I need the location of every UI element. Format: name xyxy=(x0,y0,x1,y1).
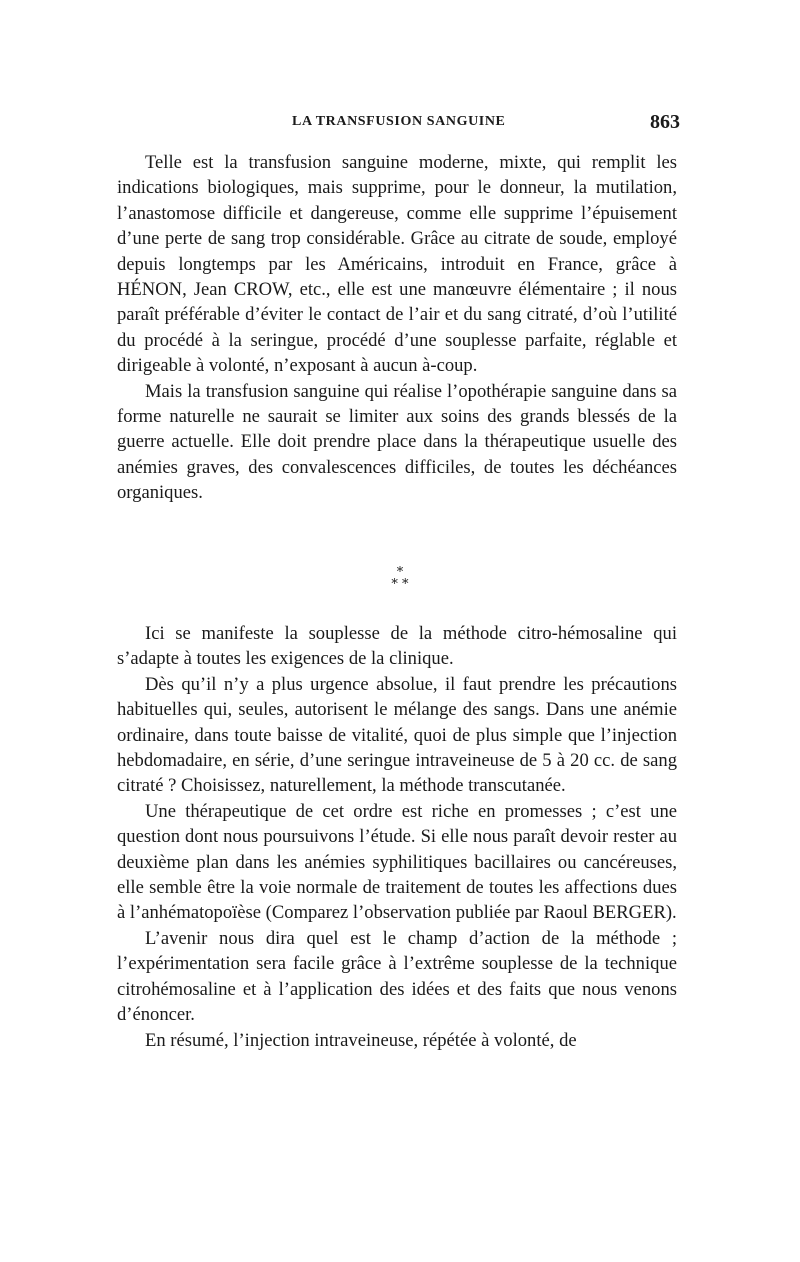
paragraph: L’avenir nous dira quel est le champ d’action de la méthode ; l’expérimentation sera facile grâce à l’extrême souplesse de la technique citrohémosaline et à l’application des idées et des faits que nous venons d’énoncer. xyxy=(117,927,677,1026)
asterism-bottom: * * xyxy=(391,577,409,592)
paragraph: Ici se manifeste la souplesse de la méthode citro-hémosaline qui s’adapte à toutes les exigences de la clinique. xyxy=(117,623,677,670)
text-section-1 xyxy=(117,150,677,506)
paragraph: Telle est la transfusion sanguine moderne, mixte, qui remplit les indications biologiques, mais supprime, pour le donneur, la mutilation, l’anastomose difficile et dangereuse, comme elle supprime l’épuisement d’une perte de sang trop considérable. Grâce au citrate de soude, employé depuis longtemps par les Américains, introduit en France, grâce à HÉNON, Jean CROW, etc., elle est une manœuvre élémentaire ; il nous paraît préférable d’éviter le contact de l’air et du sang citraté, d’où l’utilité du procédé à la seringue, procédé d’une souplesse parfaite, réglable et dirigeable à volonté, n’exposant à aucun à-coup. xyxy=(117,152,677,377)
asterism-top: * xyxy=(396,565,404,580)
text-section-2 xyxy=(117,621,677,1053)
paragraph: Dès qu’il n’y a plus urgence absolue, il faut prendre les précautions habituelles qui, seules, autorisent le mélange des sangs. Dans une anémie ordinaire, dans toute baisse de vitalité, quoi de plus simple que l’injection hebdomadaire, en série, d’une seringue intraveineuse de 5 à 20 cc. de sang citraté ? Choisissez, naturellement, la méthode transcutanée. xyxy=(117,673,677,797)
section-separator-asterism xyxy=(380,567,420,603)
page-number: 863 xyxy=(650,111,680,133)
paragraph: Une thérapeutique de cet ordre est riche en promesses ; c’est une question dont nous poursuivons l’étude. Si elle nous paraît devoir rester au deuxième plan dans les anémies syphilitiques bacillaires ou cancéreuses, elle semble être la voie normale de traitement de toutes les affections dues à l’anhématopoïèse (Comparez l’observation publiée par Raoul BERGER). xyxy=(117,800,677,924)
paragraph: En résumé, l’injection intraveineuse, répétée à volonté, de xyxy=(145,1029,577,1051)
running-title: LA TRANSFUSION SANGUINE xyxy=(292,114,506,129)
paragraph: Mais la transfusion sanguine qui réalise l’opothérapie sanguine dans sa forme naturelle ne saurait se limiter aux soins des grands blessés de la guerre actuelle. Elle doit prendre place dans la thérapeutique usuelle des anémies graves, des convalescences difficiles, de toutes les déchéances organiques. xyxy=(117,380,677,504)
page-header xyxy=(120,111,680,140)
